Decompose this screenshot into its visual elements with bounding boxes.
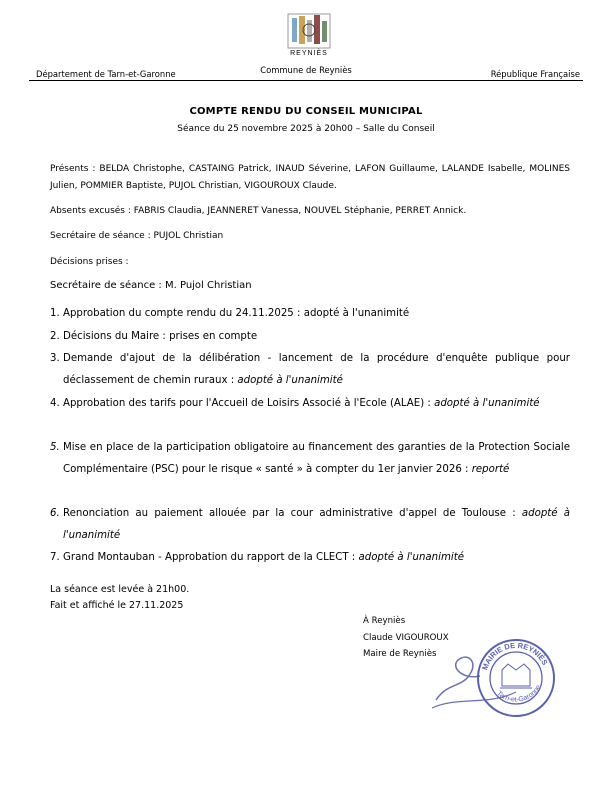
decision-number: 1. [50, 308, 60, 319]
decision-text: Renonciation au paiement allouée par la cour administrative d'appel de Toulouse : [63, 508, 522, 519]
closing-line: La séance est levée à 21h00. [50, 584, 190, 595]
presents-paragraph: Présents : BELDA Christophe, CASTAING Patrick, INAUD Séverine, LAFON Guillaume, LALANDE Isabelle, MOLINES Julien, POMMIER Baptiste, PUJOL Christian, VIGOUROUX Claude. [50, 164, 570, 191]
decision-item [50, 393, 570, 415]
document-title: COMPTE RENDU DU CONSEIL MUNICIPAL [189, 106, 423, 117]
decision-item [50, 326, 570, 348]
decision-number: 6. [50, 508, 60, 519]
decision-text: Approbation du compte rendu du 24.11.2025 : adopté à l'unanimité [63, 308, 410, 319]
decision-item [50, 437, 570, 481]
stamp-bottom-text: Tarn-et-Garonne [495, 684, 543, 704]
decision-number: 3. [50, 353, 60, 364]
decision-text: Approbation des tarifs pour l'Accueil de Loisirs Associé à l'Ecole (ALAE) : [63, 398, 435, 409]
decision-status: reporté [471, 464, 510, 475]
header-department: Département de Tarn-et-Garonne [36, 69, 176, 79]
decision-text: Grand Montauban - Approbation du rapport de la CLECT : [63, 552, 359, 563]
signature-role: Maire de Reyniès [363, 649, 437, 659]
stamp-top-text: MAIRIE DE REYNIÈS [480, 640, 550, 672]
decision-text: Mise en place de la participation obligatoire au financement des garanties de la Protection Sociale Complémentaire (PSC) pour le risque « santé » à compter du 1er janvier 2026 : [63, 442, 570, 475]
decision-item [50, 348, 570, 392]
decision-number: 7. [50, 552, 60, 563]
posted-date-line: Fait et affiché le 27.11.2025 [50, 600, 184, 611]
signature-name: Claude VIGOUROUX [363, 632, 449, 643]
secretary-line-2: Secrétaire de séance : M. Pujol Christian [50, 280, 252, 291]
signature-place: À Reyniès [363, 616, 406, 626]
decision-number: 5. [50, 442, 60, 453]
decision-status: adopté à l'unanimité [63, 508, 570, 541]
decision-number: 2. [50, 331, 60, 342]
secretary-line: Secrétaire de séance : PUJOL Christian [50, 231, 224, 241]
header-republic: République Française [490, 69, 580, 79]
document-subtitle: Séance du 25 novembre 2025 à 20h00 – Salle du Conseil [177, 124, 435, 134]
header-commune: Commune de Reyniès [260, 65, 352, 75]
decision-status: adopté à l'unanimité [237, 375, 343, 386]
decision-text: Décisions du Maire : prises en compte [63, 331, 258, 342]
decision-item [50, 303, 570, 325]
decision-item [50, 503, 570, 547]
decision-status: adopté à l'unanimité [434, 398, 540, 409]
mayor-stamp [428, 630, 558, 730]
header-divider [29, 80, 583, 81]
decision-status: adopté à l'unanimité [358, 552, 464, 563]
decision-number: 4. [50, 398, 60, 409]
decision-text: Demande d'ajout de la délibération - lancement de la procédure d'enquête publique pour déclassement de chemin ruraux : [63, 353, 570, 386]
absents-paragraph: Absents excusés : FABRIS Claudia, JEANNERET Vanessa, NOUVEL Stéphanie, PERRET Annick. [50, 206, 467, 216]
decision-item [50, 547, 570, 569]
logo-wordmark: REYNIÈS [290, 50, 328, 57]
decisions-label: Décisions prises : [50, 257, 129, 267]
